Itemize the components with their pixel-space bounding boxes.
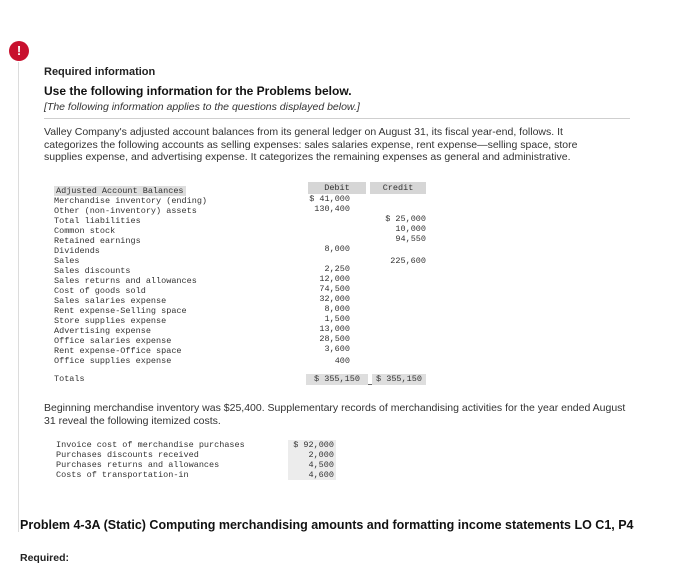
- table-row-account: Rent expense-Office space: [54, 346, 182, 356]
- alert-icon: !: [9, 41, 29, 61]
- problem-title: Problem 4-3A (Static) Computing merchandising amounts and formatting income statements LO C1, P4: [20, 518, 634, 532]
- list-item-amount: $ 92,000: [293, 440, 334, 450]
- table-row-debit: 3,600: [324, 344, 350, 354]
- table-row-debit: 32,000: [319, 294, 350, 304]
- totals-credit: $ 355,150: [372, 374, 426, 385]
- table-row-account: Cost of goods sold: [54, 286, 146, 296]
- list-item-amount: 4,600: [308, 470, 334, 480]
- table-row-account: Dividends: [54, 246, 100, 256]
- table-row-account: Common stock: [54, 226, 116, 236]
- table-row-credit: 225,600: [390, 256, 426, 266]
- table-row-debit: 28,500: [319, 334, 350, 344]
- table-row-account: Retained earnings: [54, 236, 141, 246]
- list-item-amount: 2,000: [308, 450, 334, 460]
- account-column-header: Adjusted Account Balances: [56, 186, 184, 196]
- table-row-account: Rent expense-Selling space: [54, 306, 187, 316]
- table-row-account: Sales returns and allowances: [54, 276, 197, 286]
- table-row-account: Other (non-inventory) assets: [54, 206, 197, 216]
- list-item-label: Costs of transportation-in: [56, 470, 189, 480]
- table-row-account: Store supplies expense: [54, 316, 167, 326]
- table-row-debit: 400: [334, 356, 350, 366]
- debit-column-header: Debit: [308, 182, 366, 194]
- table-row-account: Sales salaries expense: [54, 296, 167, 306]
- list-item-label: Purchases discounts received: [56, 450, 199, 460]
- section-divider: [44, 118, 630, 119]
- table-row-debit: 130,400: [314, 204, 350, 214]
- table-row-account: Total liabilities: [54, 216, 141, 226]
- beginning-inventory-note: Beginning merchandise inventory was $25,400. Supplementary records of merchandising activities for the year ended August 31 reveal the following itemized costs.: [44, 402, 626, 427]
- table-row-account: Sales discounts: [54, 266, 131, 276]
- table-row-account: Office supplies expense: [54, 356, 172, 366]
- table-row-debit: $ 41,000: [309, 194, 350, 204]
- table-row-debit: 74,500: [319, 284, 350, 294]
- table-row-debit: 13,000: [319, 324, 350, 334]
- adjusted-balances-table: [50, 180, 426, 390]
- table-row-debit: 12,000: [319, 274, 350, 284]
- company-description: Valley Company's adjusted account balances from its general ledger on August 31, its fiscal year-end, follows. It categorizes the following accounts as selling expenses: sales salaries expense, rent expense—selling space, store supplies expense, and advertising expense. It categorizes the remaining expenses as general and administrative.: [44, 126, 578, 163]
- table-row-credit: 10,000: [395, 224, 426, 234]
- list-item-label: Invoice cost of merchandise purchases: [56, 440, 245, 450]
- table-row-credit: $ 25,000: [385, 214, 426, 224]
- required-information-heading: Required information: [44, 66, 156, 78]
- totals-debit: $ 355,150: [306, 374, 368, 385]
- credit-column-header: Credit: [370, 182, 426, 194]
- table-row-credit: 94,550: [395, 234, 426, 244]
- table-row-debit: 8,000: [324, 244, 350, 254]
- totals-label: Totals: [54, 374, 85, 384]
- list-item-label: Purchases returns and allowances: [56, 460, 220, 470]
- instructions-heading: Use the following information for the Problems below.: [44, 84, 352, 98]
- table-row-account: Merchandise inventory (ending): [54, 196, 208, 206]
- table-row-account: Sales: [54, 256, 80, 266]
- table-row-debit: 2,250: [324, 264, 350, 274]
- table-row-debit: 1,500: [324, 314, 350, 324]
- table-row-debit: 8,000: [324, 304, 350, 314]
- required-label: Required:: [20, 552, 70, 564]
- purchases-table: [56, 440, 356, 484]
- left-divider: [18, 62, 19, 532]
- table-row-account: Office salaries expense: [54, 336, 172, 346]
- applies-note: [The following information applies to the questions displayed below.]: [44, 101, 360, 113]
- table-row-account: Advertising expense: [54, 326, 151, 336]
- list-item-amount: 4,500: [308, 460, 334, 470]
